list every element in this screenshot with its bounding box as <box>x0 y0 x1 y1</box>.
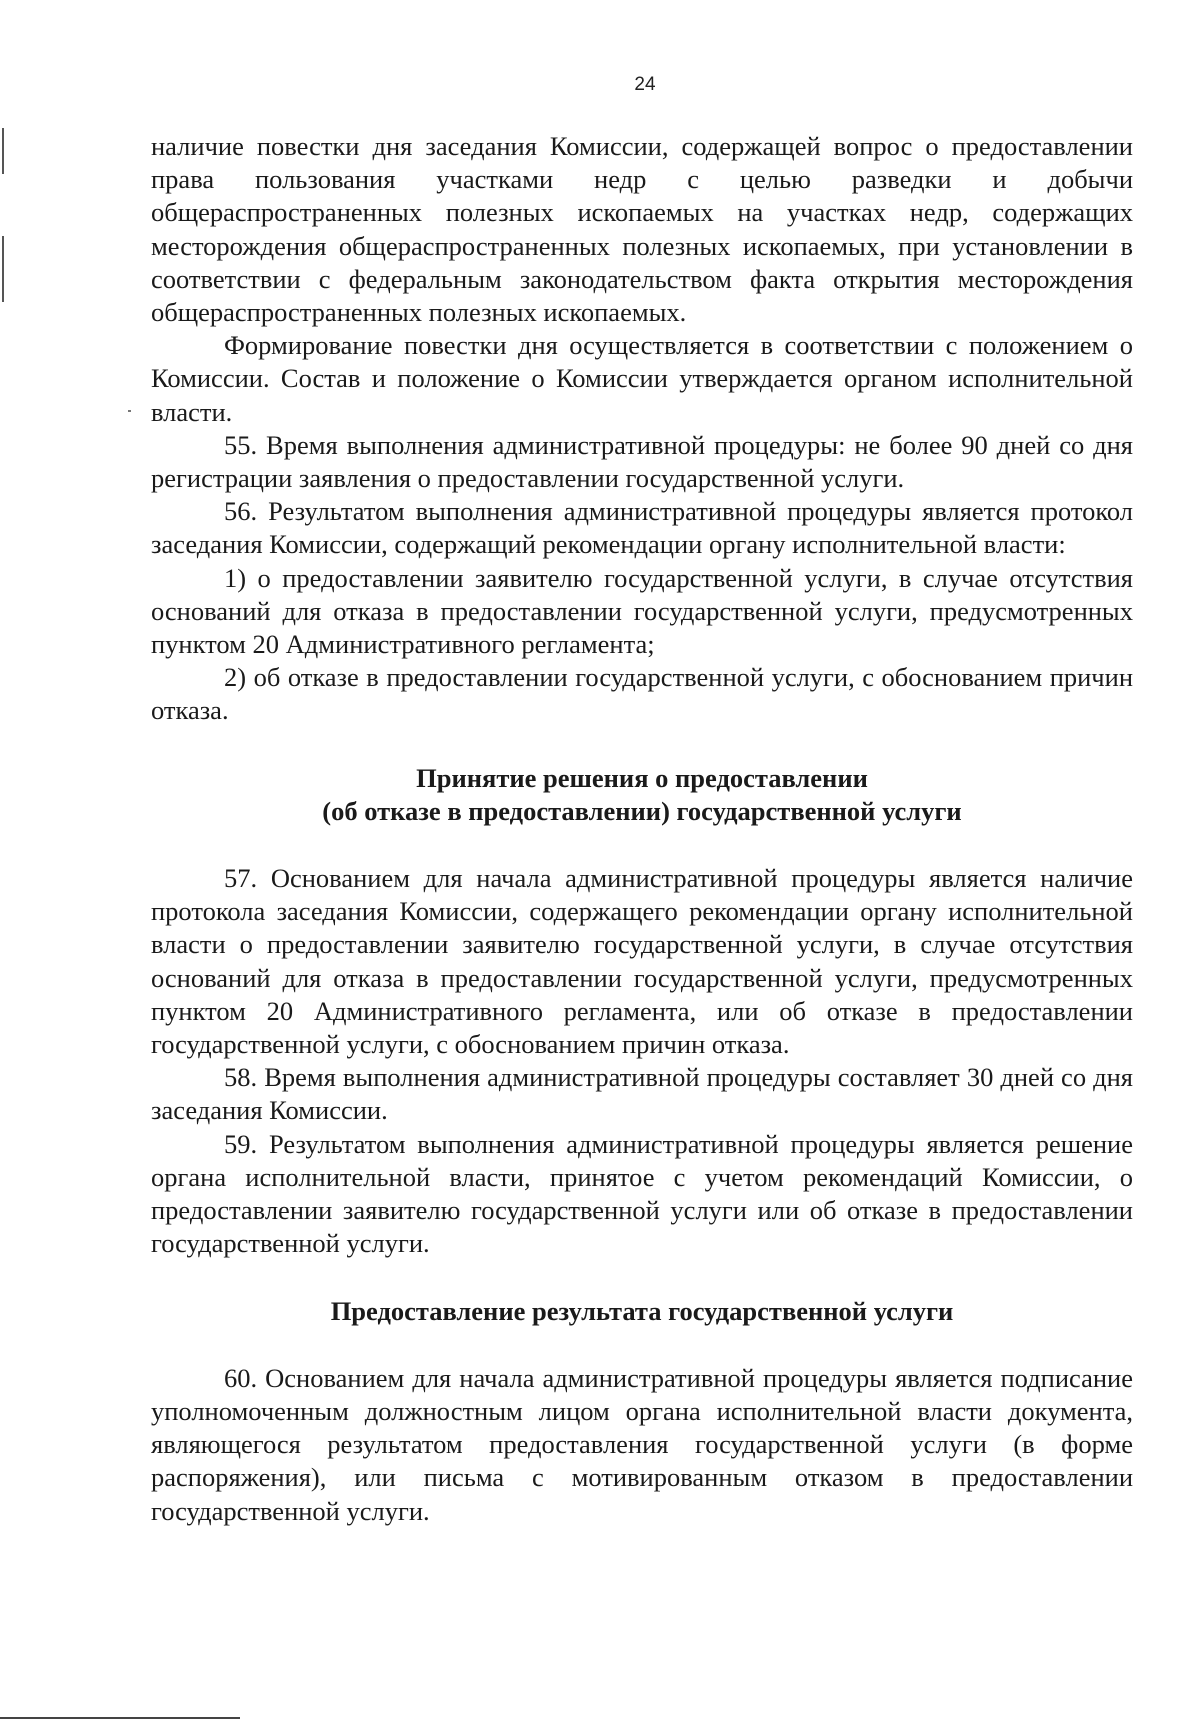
paragraph-agenda-formation: Формирование повестки дня осуществляется в соответствии с положением о Комиссии. Состав и положение о Комиссии утверждается органом исполнительной власти. <box>151 330 1133 427</box>
paragraph-58: 58. Время выполнения административной процедуры составляет 30 дней со дня заседания Комиссии. <box>151 1062 1133 1126</box>
scan-artifact-line <box>0 1717 240 1719</box>
paragraph-55: 55. Время выполнения административной процедуры: не более 90 дней со дня регистрации заявления о предоставлении государственной услуги. <box>151 429 1133 494</box>
scan-artifact-mark <box>2 128 4 174</box>
paragraph-56-item-2: 2) об отказе в предоставлении государственной услуги, с обоснованием причин отказа. <box>151 662 1133 726</box>
page-number: 24 <box>634 74 656 95</box>
paragraph-56-item-1: 1) о предоставлении заявителю государственной услуги, в случае отсутствия оснований для отказа в предоставлении государственной услуги, предусмотренных пунктом 20 Административного регламента; <box>151 562 1133 660</box>
paragraph-57: 57. Основанием для начала административной процедуры является наличие протокола заседания Комиссии, содержащего рекомендации органу исполнительной власти о предоставлении заявителю государственной услуги, в случае отсутствия оснований для отказа в предоставлении государственной услуги, предусмотренных пунктом 20 Административного регламента, или об отказе в предоставлении государственной услуги, с обоснованием причин отказа. <box>151 863 1133 1060</box>
paragraph-59: 59. Результатом выполнения административной процедуры является решение органа исполнительной власти, принятое с учетом рекомендаций Комиссии, о предоставлении заявителю государственной услуги или об отказе в предоставлении государственной услуги. <box>151 1128 1133 1259</box>
scan-artifact-mark <box>2 236 4 302</box>
scan-artifact-dot <box>128 410 131 412</box>
section-heading-decision-line-2: (об отказе в предоставлении) государственной услуги <box>322 795 962 826</box>
paragraph-56: 56. Результатом выполнения административной процедуры является протокол заседания Комиссии, содержащий рекомендации органу исполнительной власти: <box>151 496 1133 560</box>
paragraph-60: 60. Основанием для начала административной процедуры является подписание уполномоченным должностным лицом органа исполнительной власти документа, являющегося результатом предоставления государственной услуги (в форме распоряжения), или письма с мотивированным отказом в предоставлении государственной услуги. <box>151 1362 1133 1526</box>
section-heading-result: Предоставление результата государственной услуги <box>330 1295 954 1326</box>
document-body <box>151 130 1133 1528</box>
section-heading-decision-line-1: Принятие решения о предоставлении <box>416 762 868 793</box>
paragraph-agenda-item: наличие повестки дня заседания Комиссии, содержащей вопрос о предоставлении права пользования участками недр с целью разведки и добычи общераспространенных полезных ископаемых на участках недр, содержащих месторождения общераспространенных полезных ископаемых, при установлении в соответствии с федеральным законодательством факта открытия месторождения общераспространенных полезных ископаемых. <box>151 131 1133 328</box>
